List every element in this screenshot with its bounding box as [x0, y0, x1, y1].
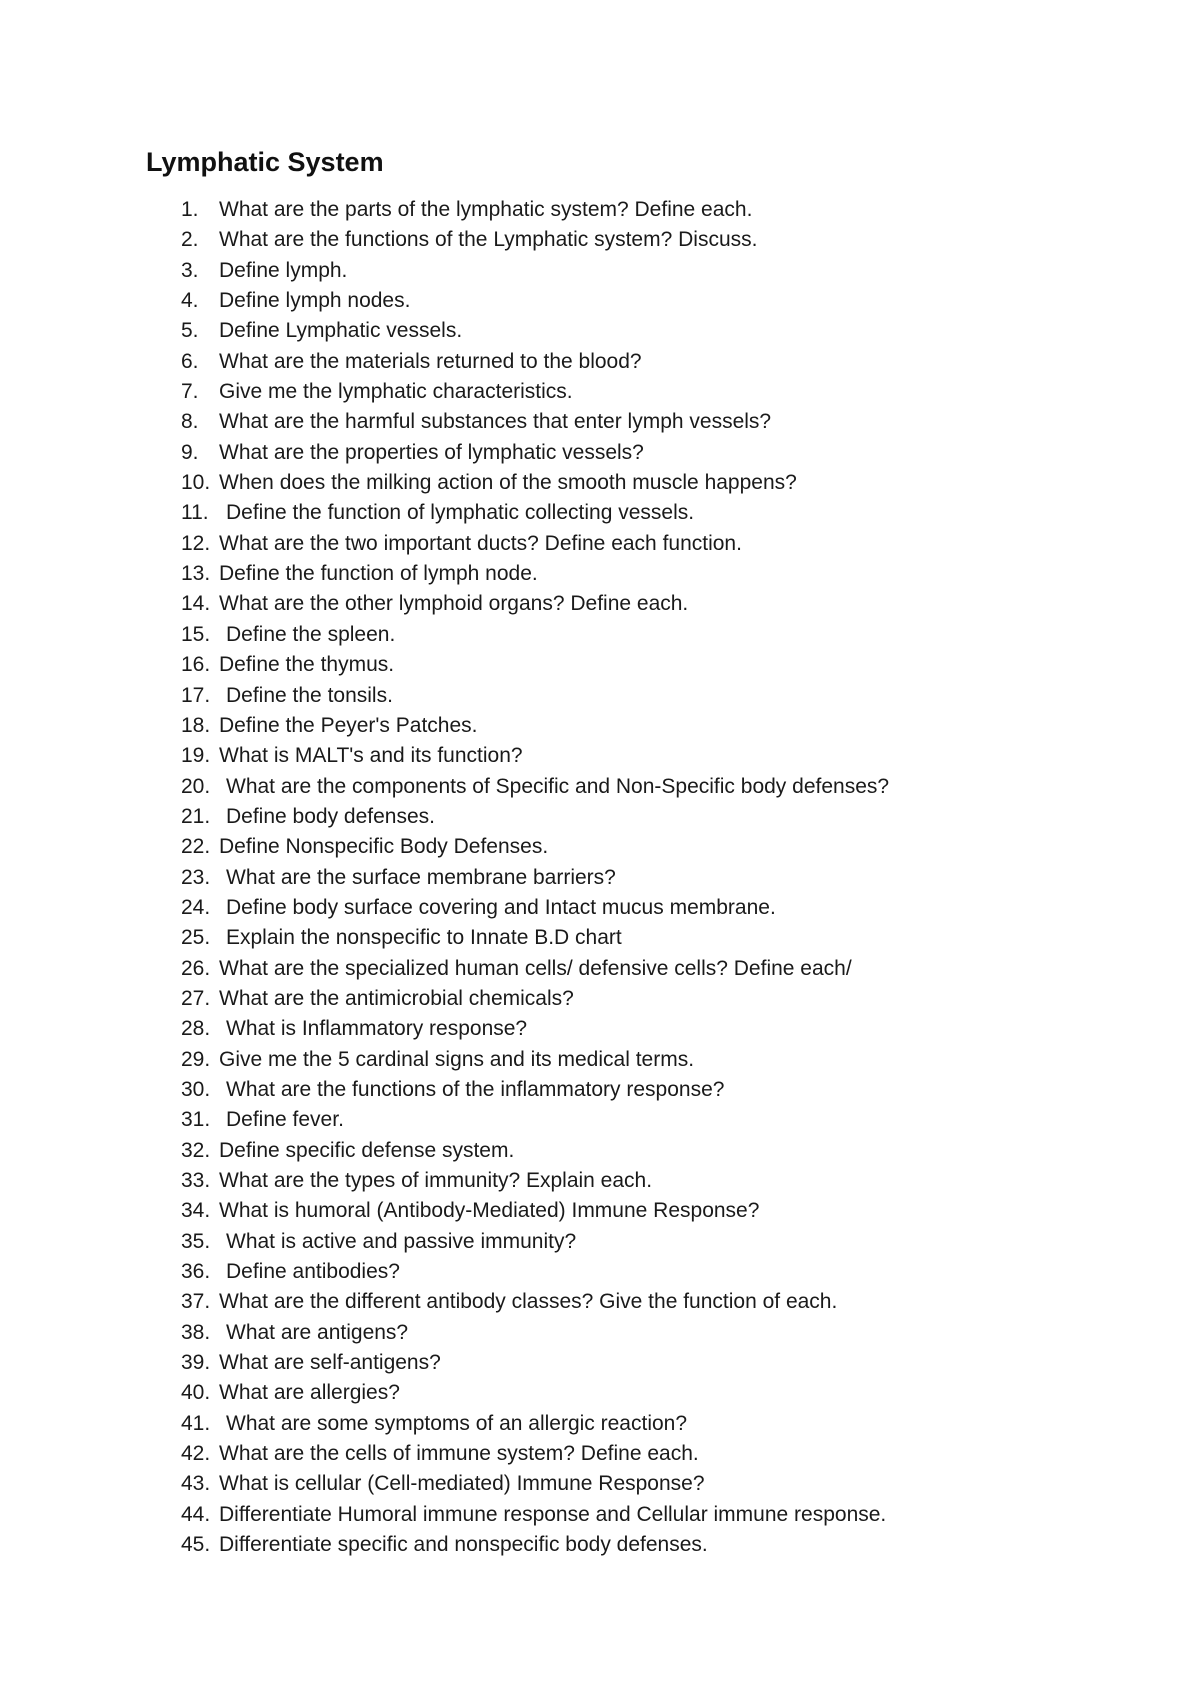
question-text: When does the milking action of the smooth muscle happens? [219, 471, 797, 495]
question-text: What is cellular (Cell-mediated) Immune Response? [219, 1472, 705, 1496]
question-text: Explain the nonspecific to Innate B.D chart [226, 926, 622, 950]
question-number: 3. [181, 258, 199, 282]
question-text: What are the properties of lymphatic vessels? [219, 440, 644, 464]
question-text: Define specific defense system. [219, 1138, 515, 1162]
question-number: 38. [181, 1320, 211, 1344]
question-number: 9. [181, 440, 199, 464]
question-number: 33. [181, 1169, 211, 1192]
question-number: 36. [181, 1260, 211, 1284]
question-number: 5. [181, 319, 199, 343]
question-text: Differentiate Humoral immune response and Cellular immune response. [219, 1502, 887, 1526]
question-number: 32. [181, 1138, 211, 1162]
question-number: 29. [181, 1047, 211, 1071]
question-text: Define body defenses. [226, 804, 435, 828]
question-number: 17. [181, 683, 211, 707]
question-text: Define Nonspecific Body Defenses. [219, 835, 549, 859]
question-text: Define antibodies? [226, 1260, 400, 1284]
question-number: 16. [181, 653, 211, 677]
question-number: 40. [181, 1381, 211, 1405]
question-text: What are the harmful substances that enter lymph vessels? [219, 410, 772, 434]
question-number: 1. [181, 198, 199, 221]
question-text: What is Inflammatory response? [226, 1017, 528, 1041]
question-number: 7. [181, 380, 199, 404]
question-text: What is active and passive immunity? [226, 1229, 577, 1253]
question-number: 2. [181, 228, 199, 252]
question-text: What are the components of Specific and Non-Specific body defenses? [226, 774, 890, 798]
page-title: Lymphatic System [146, 147, 384, 177]
question-number: 24. [181, 895, 211, 919]
question-text: What are the specialized human cells/ defensive cells? Define each/ [219, 956, 852, 980]
question-text: Define the spleen. [226, 622, 396, 646]
question-number: 6. [181, 349, 199, 373]
question-number: 37. [181, 1290, 211, 1314]
question-text: Define lymph. [219, 258, 348, 282]
question-number: 8. [181, 410, 199, 434]
question-text: What are the other lymphoid organs? Define each. [219, 592, 689, 616]
question-text: Define the function of lymph node. [219, 562, 538, 586]
question-text: What are allergies? [219, 1381, 400, 1405]
question-text: What are the two important ducts? Define each function. [219, 531, 742, 555]
question-number: 43. [181, 1472, 211, 1496]
question-number: 45. [181, 1533, 211, 1557]
question-number: 14. [181, 592, 211, 616]
question-number: 30. [181, 1077, 211, 1101]
question-text: What are the surface membrane barriers? [226, 865, 616, 889]
question-text: What are the types of immunity? Explain each. [219, 1169, 653, 1192]
question-number: 34. [181, 1199, 211, 1223]
question-number: 41. [181, 1411, 211, 1435]
question-text: What is MALT's and its function? [219, 744, 523, 768]
question-number: 22. [181, 835, 211, 859]
question-text: Differentiate specific and nonspecific body defenses. [219, 1533, 708, 1557]
question-text: Define the tonsils. [226, 683, 393, 707]
question-number: 13. [181, 562, 211, 586]
question-text: What are the different antibody classes? Give the function of each. [219, 1290, 838, 1314]
question-number: 19. [181, 744, 211, 768]
question-number: 25. [181, 926, 211, 950]
question-number: 35. [181, 1229, 211, 1253]
question-text: Define lymph nodes. [219, 289, 411, 313]
question-number: 12. [181, 531, 211, 555]
question-number: 39. [181, 1351, 211, 1375]
question-number: 21. [181, 804, 211, 828]
question-text: What are the parts of the lymphatic system? Define each. [219, 198, 753, 221]
question-text: Give me the 5 cardinal signs and its medical terms. [219, 1047, 695, 1071]
question-text: What are self-antigens? [219, 1351, 441, 1375]
question-text: What are the cells of immune system? Define each. [219, 1442, 699, 1466]
question-number: 10. [181, 471, 211, 495]
question-text: Define the thymus. [219, 653, 395, 677]
question-text: Give me the lymphatic characteristics. [219, 380, 573, 404]
question-text: What is humoral (Antibody-Mediated) Immune Response? [219, 1199, 760, 1223]
question-number: 44. [181, 1502, 211, 1526]
question-text: What are the materials returned to the blood? [219, 349, 642, 373]
question-text: Define the Peyer's Patches. [219, 713, 478, 737]
question-text: What are the antimicrobial chemicals? [219, 986, 574, 1010]
question-number: 27. [181, 986, 211, 1010]
question-number: 26. [181, 956, 211, 980]
question-number: 4. [181, 289, 199, 313]
question-text: Define Lymphatic vessels. [219, 319, 463, 343]
question-number: 28. [181, 1017, 211, 1041]
question-number: 31. [181, 1108, 211, 1132]
question-text: What are the functions of the Lymphatic system? Discuss. [219, 228, 758, 252]
question-number: 11. [181, 501, 209, 525]
question-text: What are antigens? [226, 1320, 409, 1344]
question-text: Define body surface covering and Intact mucus membrane. [226, 895, 776, 919]
question-number: 18. [181, 713, 211, 737]
question-text: Define the function of lymphatic collecting vessels. [226, 501, 695, 525]
question-number: 15. [181, 622, 211, 646]
question-number: 20. [181, 774, 211, 798]
question-text: What are the functions of the inflammatory response? [226, 1077, 725, 1101]
question-text: Define fever. [226, 1108, 344, 1132]
question-text: What are some symptoms of an allergic reaction? [226, 1411, 688, 1435]
question-number: 42. [181, 1442, 211, 1466]
question-number: 23. [181, 865, 211, 889]
